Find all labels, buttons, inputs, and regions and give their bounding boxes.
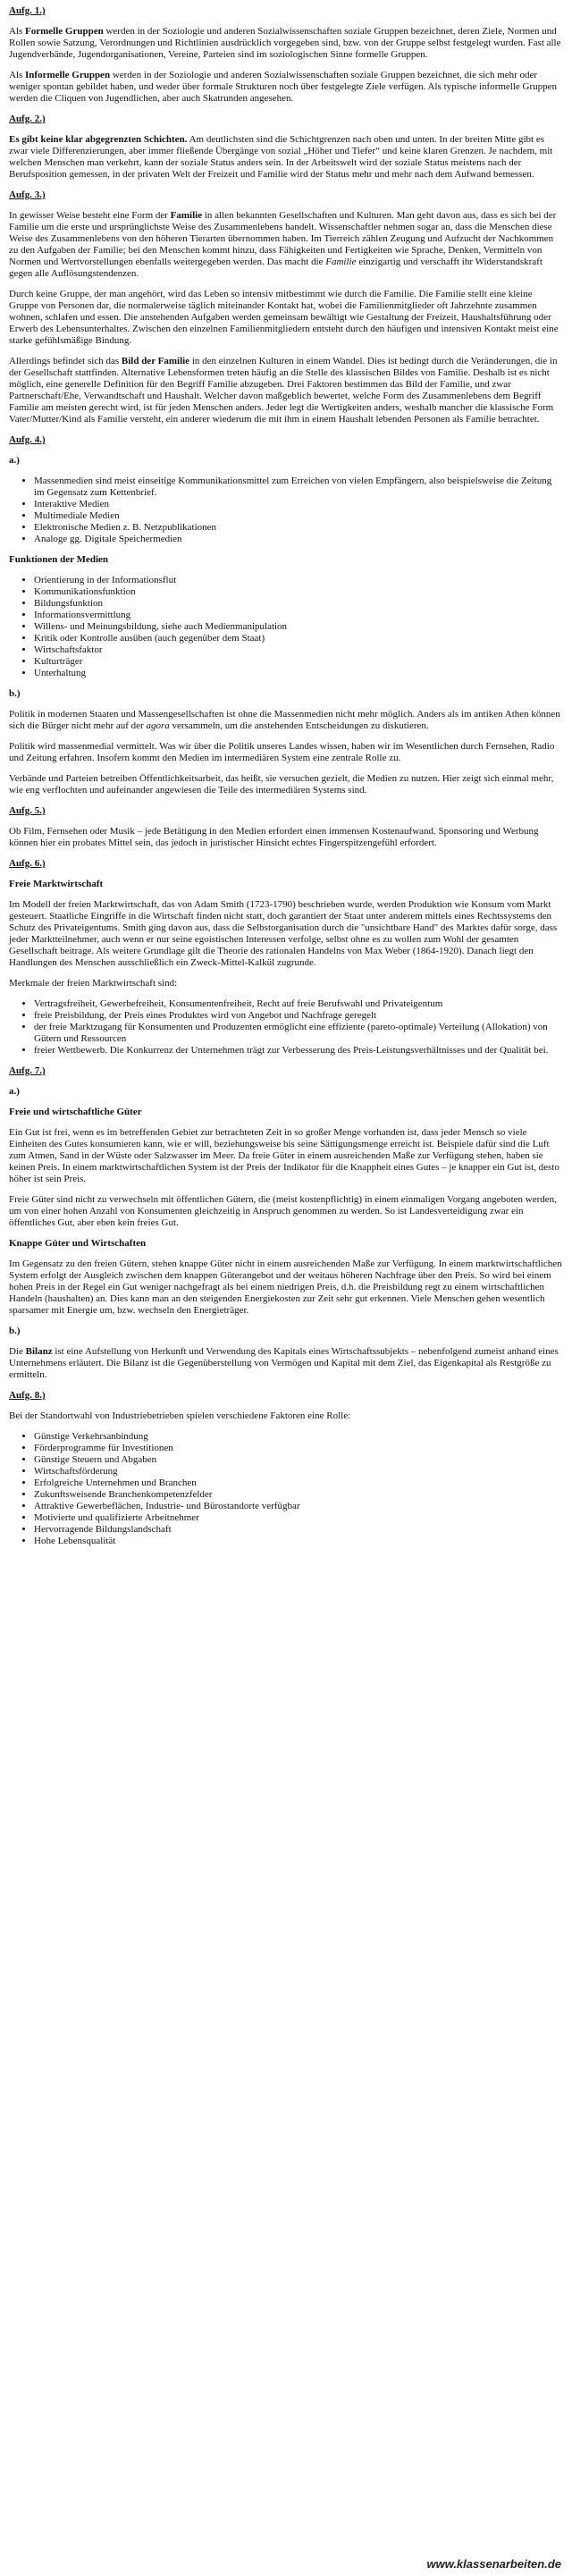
paragraph-formelle-gruppen	[9, 26, 563, 61]
list-standortfaktoren	[9, 1431, 563, 1547]
list-item: • Hervorragende Bildungslandschaft	[34, 1524, 563, 1536]
text: werden in der Soziologie und anderen Sozialwissenschaften soziale Gruppen bezeichnet, die sich mehr oder weniger spontan gebildet haben, und weder über formale Strukturen noch über festgelegte Ziele verfügen. Als typische informelle Gruppen werden die Cliquen von Jugendlichen, aber auch Skatrunden angesehen.	[9, 70, 558, 104]
list-item: • Günstige Verkehrsanbindung	[34, 1431, 563, 1443]
list-item: • Motivierte und qualifizierte Arbeitnehmer	[34, 1512, 563, 1524]
paragraph-merkmale-intro: Merkmale der freien Marktwirtschaft sind:	[9, 978, 178, 989]
label-a: a.)	[9, 455, 20, 466]
bold-term: Bild der Familie	[121, 356, 190, 366]
bold-term: Informelle Gruppen	[25, 70, 111, 80]
list-item: • Vertragsfreiheit, Gewerbefreiheit, Konsumentenfreiheit, Recht auf freie Berufswahl und Privateigentum	[34, 998, 563, 1010]
list-item: • freie Preisbildung, der Preis eines Produktes wird von Angebot und Nachfrage geregelt	[34, 1010, 563, 1022]
subheading-funktionen: Funktionen der Medien	[9, 554, 109, 565]
paragraph-schichten	[9, 134, 563, 181]
text: versammeln, um die anstehenden Entscheidungen zu diskutieren.	[169, 720, 429, 731]
subheading-knappe-gueter: Knappe Güter und Wirtschaften	[9, 1238, 147, 1249]
list-media-functions	[9, 575, 563, 679]
heading-aufg-2: Aufg. 2.)	[9, 114, 46, 124]
list-item: • Erfolgreiche Unternehmen und Branchen	[34, 1477, 563, 1489]
list-item: • Hohe Lebensqualität	[34, 1536, 563, 1547]
heading-aufg-6: Aufg. 6.)	[9, 858, 46, 869]
list-item: • Analoge gg. Digitale Speichermedien	[34, 534, 563, 545]
list-item: • Wirtschaftsförderung	[34, 1466, 563, 1477]
label-a: a.)	[9, 1086, 20, 1097]
heading-aufg-3: Aufg. 3.)	[9, 189, 46, 200]
list-item: • der freie Marktzugang für Konsumenten und Produzenten ermöglicht eine effiziente (pareto-optimale) Verteilung (Allokation) von Gütern und Ressourcen	[34, 1022, 563, 1045]
paragraph-freie-gueter-1: Ein Gut ist frei, wenn es im betreffenden Gebiet zur betrachteten Zeit in so großer Menge vorhanden ist, dass jeder Mensch so viele Einheiten des Gutes konsumieren kann, wie er will, beziehungsweise bis seine Sättigungsmenge erreicht ist. Beispiele dafür sind die Luft zum Atmen, Sand in der Wüste oder Salzwasser im Meer. Da freie Güter in einem ausreichenden Maße zur Verfügung stehen, haben sie keinen Preis. In einem marktwirtschaftlichen System ist der Preis der Indikator für die Knappheit eines Gutes – je knapper ein Gut ist, desto höher ist sein Preis.	[9, 1127, 559, 1184]
paragraph-standortwahl-intro: Bei der Standortwahl von Industriebetrieben spielen verschiedene Faktoren eine Rolle:	[9, 1410, 351, 1421]
list-item: • Kommunikationsfunktion	[34, 586, 563, 598]
list-item: • Massenmedien sind meist einseitige Kommunikationsmittel zum Erreichen von vielen Empfängern, also beispielsweise die Zeitung im Gegensatz zum Kettenbrief.	[34, 476, 563, 499]
list-item: • Förderprogramme für Investitionen	[34, 1443, 563, 1454]
list-item: • Kritik oder Kontrolle ausüben (auch gegenüber dem Staat)	[34, 633, 563, 644]
subheading-freie-gueter: Freie und wirtschaftliche Güter	[9, 1107, 142, 1117]
list-item: • Kulturträger	[34, 656, 563, 668]
italic-term: agora	[146, 720, 170, 731]
list-media-types	[9, 476, 563, 545]
list-item: • Elektronische Medien z. B. Netzpublikationen	[34, 522, 563, 534]
list-item: • Orientierung in der Informationsflut	[34, 575, 563, 586]
paragraph-knappe-gueter: Im Gegensatz zu den freien Gütern, stehen knappe Güter nicht in einem ausreichenden Maße zur Verfügung. In einem marktwirtschaftlichen System erfolgt der Ausgleich zwischen dem knappen Güterangebot und der weitaus höheren Nachfrage über den Preis. So wird bei einem hohen Preis in der Regel ein Gut weniger nachgefragt als bei einem niedrigen Preis, d.h. die Preisbildung regt zu einem wirtschaftlichen Handeln (haushalten) an. Dies kann man an den steigenden Energiekosten zur Zeit sehr gut erkennen. Viele Menschen gehen wesentlich sparsamer mit Energie um, bzw. wechseln den Energieträger.	[9, 1259, 562, 1316]
bold-term: Es gibt keine klar abgegrenzten Schichten.	[9, 134, 188, 145]
paragraph-familie-3	[9, 356, 563, 425]
text: Allerdings befindet sich das	[9, 356, 122, 366]
paragraph-familie-1	[9, 210, 563, 280]
paragraph-marktwirtschaft: Im Modell der freien Marktwirtschaft, das von Adam Smith (1723-1790) beschrieben wurde, werden Produktion wie Konsum vom Markt gesteuert. Staatliche Eingriffe in die Wirtschaft finden nicht statt, doch garantiert der Staat unter anderem mittels eines Rechtssystems den Schutz des Privateigentums. Smith ging davon aus, dass die Selbstorganisation durch die "unsichtbare Hand" des Marktes dafür sorge, dass jeder Marktteilnehmer, auch wenn er nur seine egoistischen Interessen verfolge, selbst ohne es zu wollen zum Wohl der gesamten Gesellschaft beitrage. Als weitere Grundlage gilt die Theorie des rationalen Handelns von Max Weber (1864-1920). Danach liegt den Handlungen des Menschen ausschließlich ein Zweck-Mittel-Kalkül zugrunde.	[9, 899, 558, 968]
text: in allen bekannten Gesellschaften und Kulturen. Man geht davon aus, dass es sich bei der Familie um die erste und ursprünglichste Weise des Zusammenlebens handelt. Wissenschaftler nehmen sogar an, dass die Menschen diese Weise des Zusammenlebens von den höheren Tierarten übernommen haben. Im Tierreich zählen Zeugung und Aufzucht der Nachkommen zu den Aufgaben der Familie; bei den Menschen kommt hinzu, dass Fähigkeiten und Fertigkeiten wie Sprache, Denken, Vermitteln von Normen und Wertvorstellungen ebenfalls weitergegeben werden. Das macht die	[9, 210, 557, 267]
list-item: • Willens- und Meinungsbildung, siehe auch Medienmanipulation	[34, 621, 563, 633]
list-item: • Informationsvermittlung	[34, 610, 563, 621]
bold-term: Formelle Gruppen	[25, 26, 104, 37]
paragraph-informelle-gruppen	[9, 70, 563, 105]
list-item: • Zukunftsweisende Branchenkompetenzfelder	[34, 1489, 563, 1501]
list-item: • Unterhaltung	[34, 668, 563, 679]
paragraph-politik-2: Politik wird massenmedial vermittelt. Was wir über die Politik unseres Landes wissen, haben wir im Wesentlichen durch Fernsehen, Radio und Zeitung erfahren. Insofern kommt den Medien im intermediären System eine zentrale Rolle zu.	[9, 741, 555, 763]
label-b: b.)	[9, 688, 21, 699]
list-item: • Günstige Steuern und Abgaben	[34, 1454, 563, 1466]
list-item: • Multimediale Medien	[34, 510, 563, 522]
list-item: • Wirtschaftsfaktor	[34, 644, 563, 656]
paragraph-freie-gueter-2: Freie Güter sind nicht zu verwechseln mit öffentlichen Gütern, die (meist kostenpflichtig) in einem einmaligen Vorgang angeboten werden, um von einer hohen Anzahl von Konsumenten gleichzeitig in Anspruch genommen zu werden. So ist Landesverteidigung zwar ein öffentliches Gut, aber eben kein freies Gut.	[9, 1194, 557, 1228]
paragraph-politik-3: Verbände und Parteien betreiben Öffentlichkeitsarbeit, das heißt, sie versuchen gezielt, die Medien zu nutzen. Hier zeigt sich einmal mehr, wie eng verflochten und aufeinander angewiesen die Teile des intermediären Systems sind.	[9, 773, 554, 796]
heading-aufg-8: Aufg. 8.)	[9, 1390, 46, 1401]
list-item: • Interaktive Medien	[34, 499, 563, 510]
text: Die	[9, 1346, 26, 1357]
heading-aufg-1: Aufg. 1.)	[9, 5, 46, 16]
text: ist eine Aufstellung von Herkunft und Verwendung des Kapitals eines Wirtschaftssubjekts – nebenfolgend zumeist anhand eines Unternehmens erläutert. Die Bilanz ist die Gegenüberstellung von Vermögen und Kapital mit dem Ziel, das Eigenkapital als Restgröße zu ermitteln.	[9, 1346, 559, 1380]
list-item: • Bildungsfunktion	[34, 598, 563, 610]
subheading-freie-marktwirtschaft: Freie Marktwirtschaft	[9, 879, 104, 889]
bold-term: Familie	[170, 210, 203, 221]
text: werden in der Soziologie und anderen Sozialwissenschaften soziale Gruppen bezeichnet, deren Ziele, Normen und Rollen sowie Satzung, Verordnungen und Richtlinien ausdrücklich vorgegeben sind, bzw. von der Gruppe selbst festgelegt wurden. Fast alle Jugendverbände, Jugendorganisationen, Vereine, Parteien sind im soziologischen Sinne formelle Gruppen.	[9, 26, 561, 60]
list-item: • Attraktive Gewerbeflächen, Industrie- und Bürostandorte verfügbar	[34, 1501, 563, 1512]
text: einzigartig und verschafft ihr Widerstandskraft gegen alle Auflösungstendenzen.	[9, 257, 543, 279]
paragraph-familie-2: Durch keine Gruppe, der man angehört, wird das Leben so intensiv mitbestimmt wie durch die Familie. Die Familie stellt eine kleine Gruppe von Personen dar, die normalerweise täglich miteinander Kontakt hat, wobei die Familienmitglieder oft Jahrzehnte zusammen wohnen, schlafen und essen. Die anstehenden Aufgaben werden gemeinsam bewältigt wie Gestaltung der Freizeit, Haushaltsführung oder Erwerb des Lebensunterhaltes. Zwischen den einzelnen Familienmitgliedern entsteht durch den häufigen und intensiven Kontakt meist eine starke gefühlsmäßige Bindung.	[9, 289, 559, 346]
heading-aufg-4: Aufg. 4.)	[9, 434, 46, 445]
text: in den einzelnen Kulturen in einem Wandel. Dies ist bedingt durch die Veränderungen, die in der Gesellschaft stattfinden. Alternative Lebensformen treten häufig an die Stelle des klassischen Bildes von Familie. Deshalb ist es nicht möglich, eine generelle Definition für den Begriff Familie abzugeben. Drei Faktoren bestimmen das Bild der Familie, und zwar Partnerschaft/Ehe, Verwandtschaft und Haushalt. Welcher davon maßgeblich bewertet, welche Form des Zusammenlebens dem Begriff Familie am meisten gerecht wird, ist für jeden Menschen anders. Jeder legt die Wertigkeiten anders, weshalb mancher die klassische Form Vater/Mutter/Kind als Familie versteht, ein anderer wiederum die mit ihm in einem Haushalt lebenden Personen als Familie betrachtet.	[9, 356, 558, 425]
footer-website: www.klassenarbeiten.de	[426, 2557, 561, 2571]
paragraph-sponsoring: Ob Film, Fernsehen oder Musik – jede Betätigung in den Medien erfordert einen immensen Kostenaufwand. Sponsoring und Werbung können hier ein probates Mittel sein, das jedoch in juristischer Hinsicht echtes Fingerspitzengefühl erfordert.	[9, 826, 539, 848]
text: Als	[9, 70, 26, 80]
list-item: • freier Wettbewerb. Die Konkurrenz der Unternehmen trägt zur Verbesserung des Preis-Leistungsverhältnisses und der Qualität bei.	[34, 1045, 563, 1056]
label-b: b.)	[9, 1326, 21, 1336]
text: Am deutlichsten sind die Schichtgrenzen nach oben und unten. In der breiten Mitte gibt es zwar viele Differenzierungen, aber immer fließende Übergänge von sozial „Höher und Tiefer“ und keine klaren Grenzen. Je nachdem, mit welchen Menschen man verkehrt, kann der soziale Status anders sein. In der Arbeitswelt wird der soziale Status meistens nach der Berufsposition gemessen, in der privaten Welt der Freizeit und Familie wird der Status mehr und mehr nach dem Aufwand bemessen.	[9, 134, 553, 180]
heading-aufg-5: Aufg. 5.)	[9, 805, 46, 816]
italic-term: Familie	[325, 257, 357, 267]
bold-term: Bilanz	[25, 1346, 53, 1357]
text: Als	[9, 26, 26, 37]
list-merkmale	[9, 998, 563, 1056]
paragraph-politik-1	[9, 709, 563, 732]
paragraph-bilanz	[9, 1346, 563, 1381]
text: In gewisser Weise besteht eine Form der	[9, 210, 171, 221]
heading-aufg-7: Aufg. 7.)	[9, 1065, 46, 1076]
text: Politik in modernen Staaten und Massengesellschaften ist ohne die Massenmedien nicht mehr möglich. Anders als im antiken Athen können sich die Bürger nicht mehr auf der	[9, 709, 560, 731]
